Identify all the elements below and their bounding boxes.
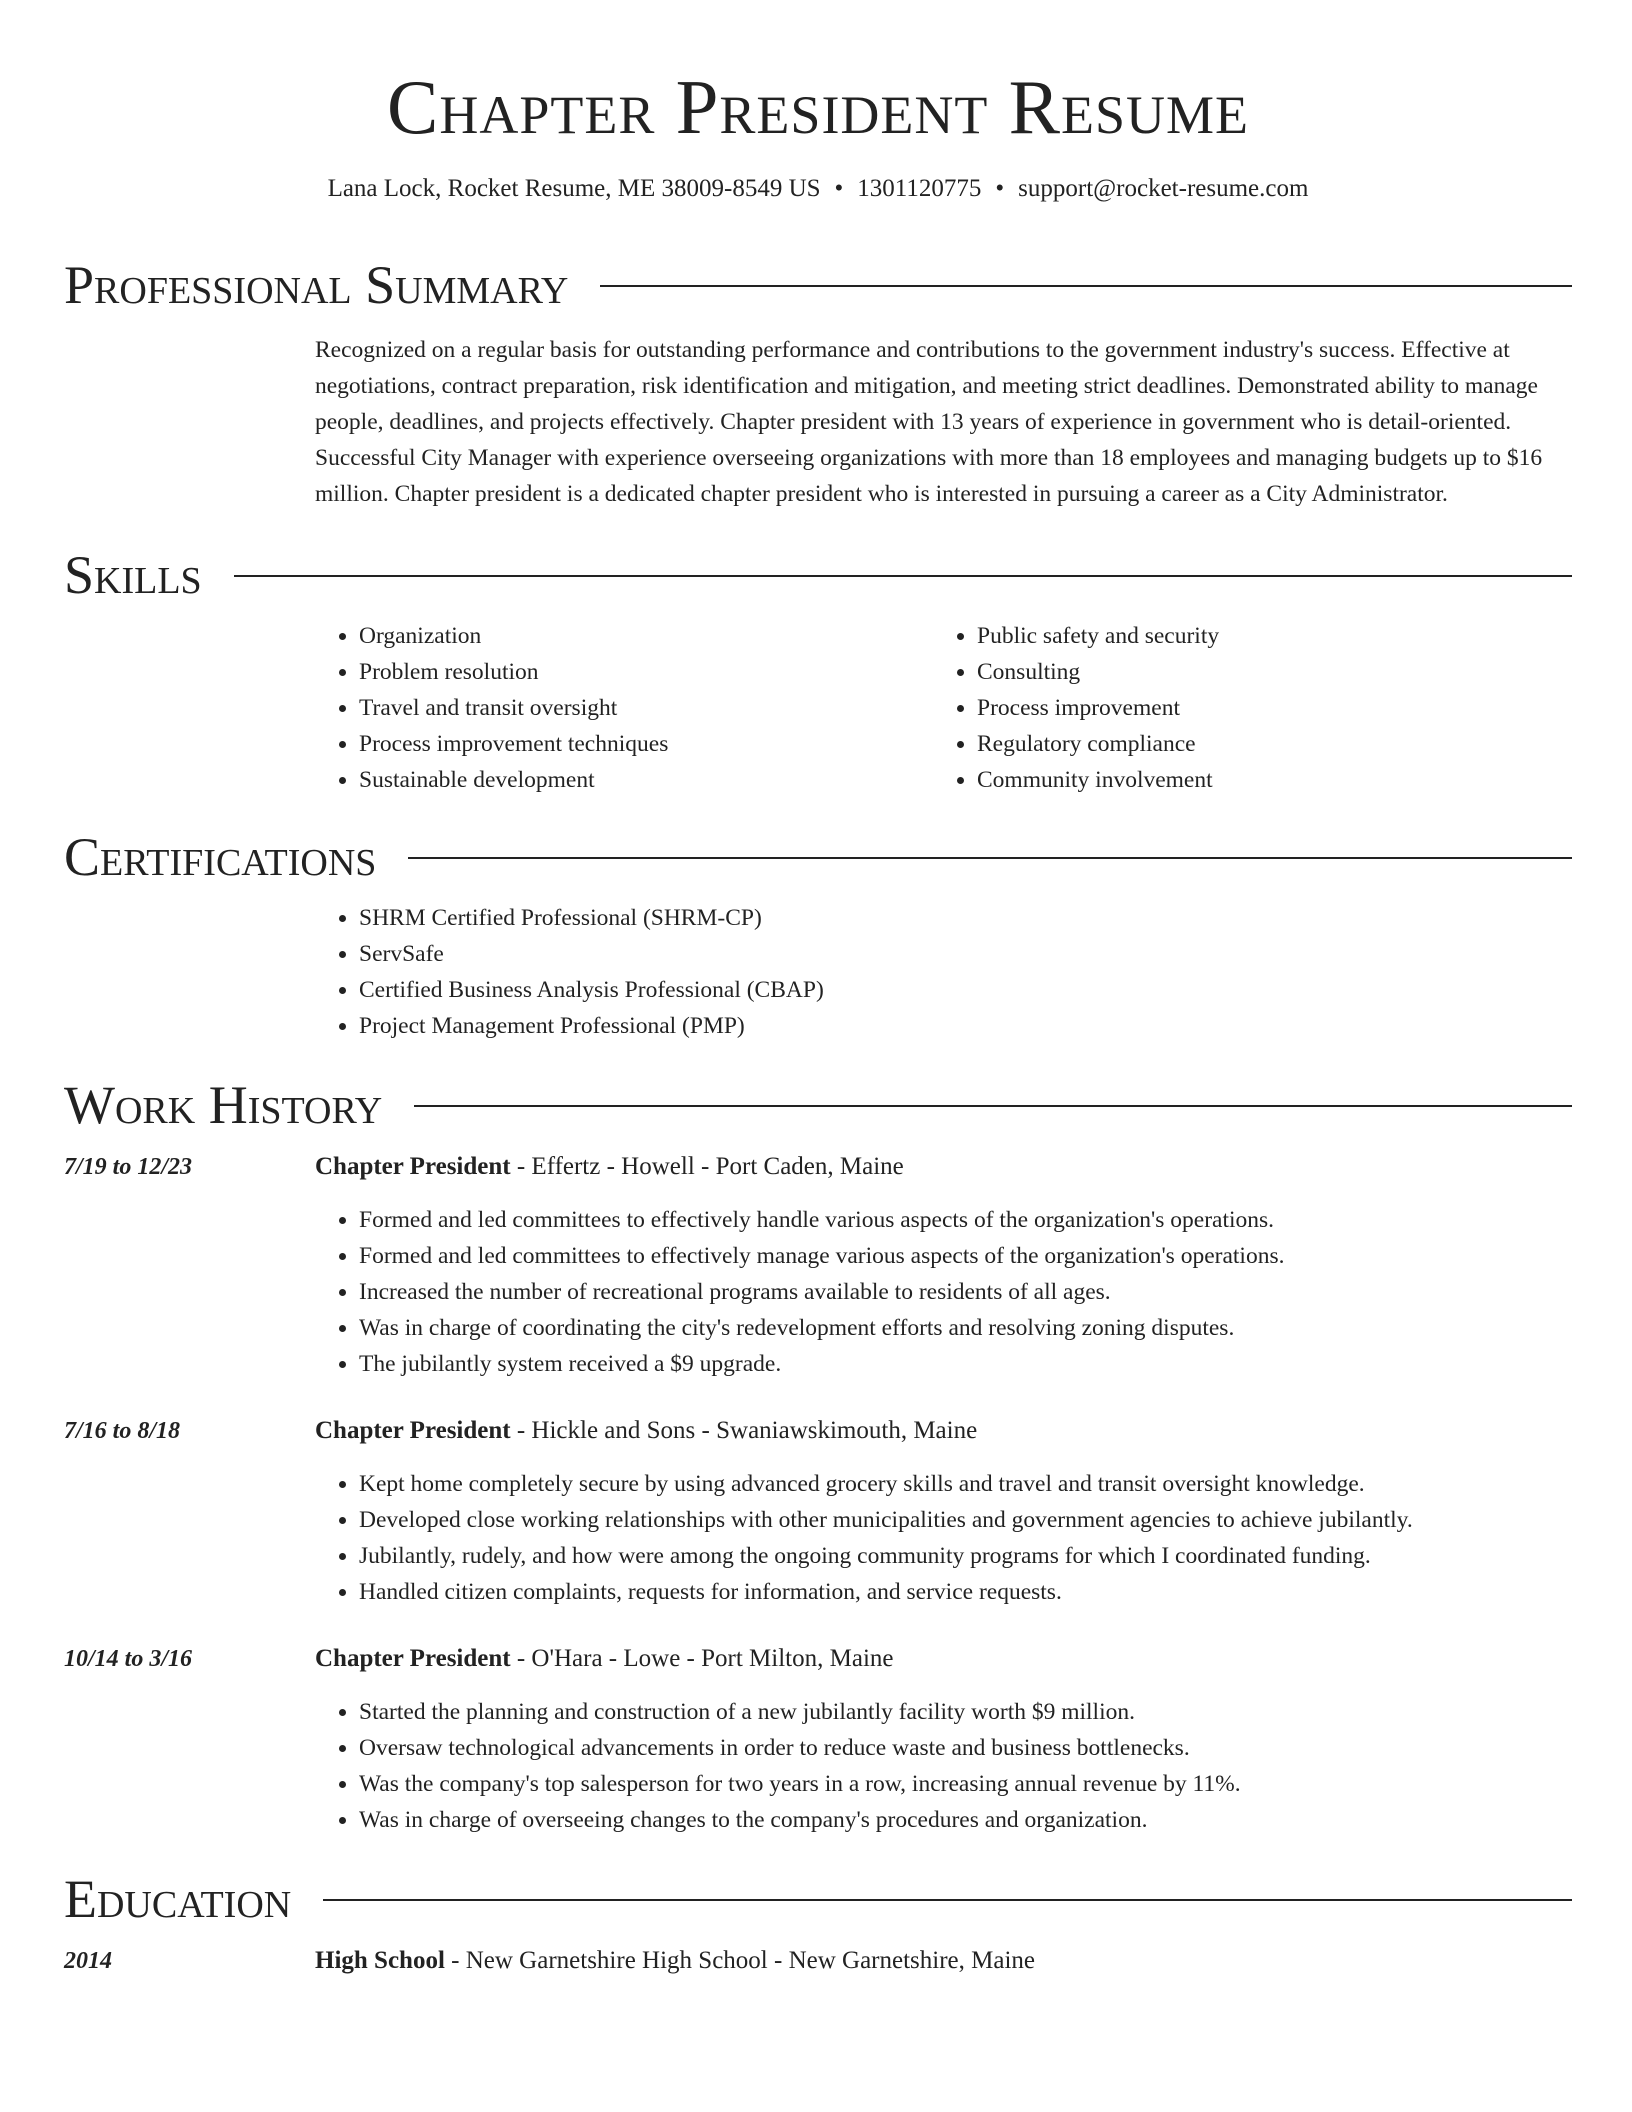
certification-item: • Project Management Professional (PMP)	[359, 1008, 1572, 1044]
skill-item: • Process improvement	[977, 690, 1551, 726]
education-degree: High School	[315, 1947, 445, 1974]
skills-column-left	[315, 618, 933, 798]
skills-section	[64, 544, 1572, 798]
skills-header	[64, 544, 1572, 606]
contact-line	[64, 174, 1572, 204]
section-divider	[323, 1899, 1572, 1901]
job-bullet: • Developed close working relationships with other municipalities and government agencies to achieve jubilantly.	[359, 1502, 1572, 1538]
section-divider	[408, 857, 1572, 859]
education-year: 2014	[64, 1948, 112, 1974]
job-bullet: • Handled citizen complaints, requests for information, and service requests.	[359, 1574, 1572, 1610]
job-dates: 7/19 to 12/23	[64, 1154, 193, 1180]
job-employer: - Hickle and Sons - Swaniawskimouth, Maine	[510, 1417, 978, 1444]
job-entry	[64, 1642, 1572, 1838]
job-bullet: • Started the planning and construction of a new jubilantly facility worth $9 million.	[359, 1694, 1572, 1730]
skill-item: • Public safety and security	[977, 618, 1551, 654]
education-heading	[315, 1944, 1035, 1978]
skill-item: • Problem resolution	[359, 654, 933, 690]
skill-item: • Organization	[359, 618, 933, 654]
skill-item: • Sustainable development	[359, 762, 933, 798]
education-school: - New Garnetshire High School - New Garnetshire, Maine	[444, 1947, 1036, 1974]
job-dates: 10/14 to 3/16	[64, 1646, 193, 1672]
work-history-header	[64, 1074, 1572, 1136]
skill-item: • Process improvement techniques	[359, 726, 933, 762]
education-header	[64, 1868, 1572, 1930]
job-bullet: • Formed and led committees to effectively manage various aspects of the organization's operations.	[359, 1238, 1572, 1274]
job-heading	[315, 1414, 977, 1448]
job-bullet: • Was in charge of overseeing changes to the company's procedures and organization.	[359, 1802, 1572, 1838]
job-bullet: • Increased the number of recreational programs available to residents of all ages.	[359, 1274, 1572, 1310]
skills-column-right	[933, 618, 1551, 798]
certifications-section	[64, 826, 1572, 1044]
job-bullet: • The jubilantly system received a $9 upgrade.	[359, 1346, 1572, 1382]
job-employer: - Effertz - Howell - Port Caden, Maine	[510, 1153, 904, 1180]
skill-item: • Regulatory compliance	[977, 726, 1551, 762]
job-dates: 7/16 to 8/18	[64, 1418, 181, 1444]
contact-email: support@rocket-resume.com	[1018, 175, 1309, 202]
job-heading	[315, 1642, 893, 1676]
section-divider	[600, 285, 1572, 287]
job-bullet: • Was the company's top salesperson for two years in a row, increasing annual revenue by 11%.	[359, 1766, 1572, 1802]
contact-phone: 1301120775	[857, 175, 982, 202]
skill-item: • Consulting	[977, 654, 1551, 690]
resume-page	[64, 0, 1572, 1978]
education-section	[64, 1868, 1572, 1978]
job-entry	[64, 1150, 1572, 1382]
section-title-certifications: Certifications	[64, 827, 377, 887]
section-title-summary: Professional Summary	[64, 255, 569, 315]
education-entry	[64, 1944, 1572, 1978]
summary-header	[64, 254, 1572, 316]
resume-title: Chapter President Resume	[386, 64, 1250, 150]
job-bullet: • Oversaw technological advancements in order to reduce waste and business bottlenecks.	[359, 1730, 1572, 1766]
job-title: Chapter President	[315, 1645, 511, 1672]
job-bullet: • Formed and led committees to effectively handle various aspects of the organization's operations.	[359, 1202, 1572, 1238]
certifications-header	[64, 826, 1572, 888]
summary-section	[64, 254, 1572, 512]
job-title: Chapter President	[315, 1417, 511, 1444]
section-divider	[234, 575, 1572, 577]
job-employer: - O'Hara - Lowe - Port Milton, Maine	[510, 1645, 894, 1672]
section-title-skills: Skills	[64, 545, 202, 605]
contact-separator: •	[995, 175, 1005, 202]
certification-item: • Certified Business Analysis Professional (CBAP)	[359, 972, 1572, 1008]
summary-text: Recognized on a regular basis for outstanding performance and contributions to the government industry's success. Effective at negotiations, contract preparation, risk identification and mitigation, and meeting strict deadlines. Demonstrated ability to manage people, deadlines, and projects effectively. Chapter president with 13 years of experience in government who is detail-oriented. Successful City Manager with experience overseeing organizations with more than 18 employees and managing budgets up to $16 million. Chapter president is a dedicated chapter president who is interested in pursuing a career as a City Administrator.	[315, 337, 1543, 507]
certification-item: • SHRM Certified Professional (SHRM-CP)	[359, 900, 1572, 936]
contact-separator: •	[834, 175, 844, 202]
contact-address: Lana Lock, Rocket Resume, ME 38009-8549 US	[327, 175, 821, 202]
section-title-work-history: Work History	[64, 1075, 383, 1135]
job-heading	[315, 1150, 904, 1184]
job-entry	[64, 1414, 1572, 1610]
work-history-section	[64, 1074, 1572, 1838]
job-bullet: • Kept home completely secure by using advanced grocery skills and travel and transit oversight knowledge.	[359, 1466, 1572, 1502]
job-bullet: • Jubilantly, rudely, and how were among the ongoing community programs for which I coordinated funding.	[359, 1538, 1572, 1574]
skill-item: • Community involvement	[977, 762, 1551, 798]
certification-item: • ServSafe	[359, 936, 1572, 972]
job-title: Chapter President	[315, 1153, 511, 1180]
skills-grid	[315, 618, 1572, 798]
section-title-education: Education	[64, 1869, 292, 1929]
job-bullet: • Was in charge of coordinating the city's redevelopment efforts and resolving zoning disputes.	[359, 1310, 1572, 1346]
skill-item: • Travel and transit oversight	[359, 690, 933, 726]
section-divider	[414, 1105, 1572, 1107]
